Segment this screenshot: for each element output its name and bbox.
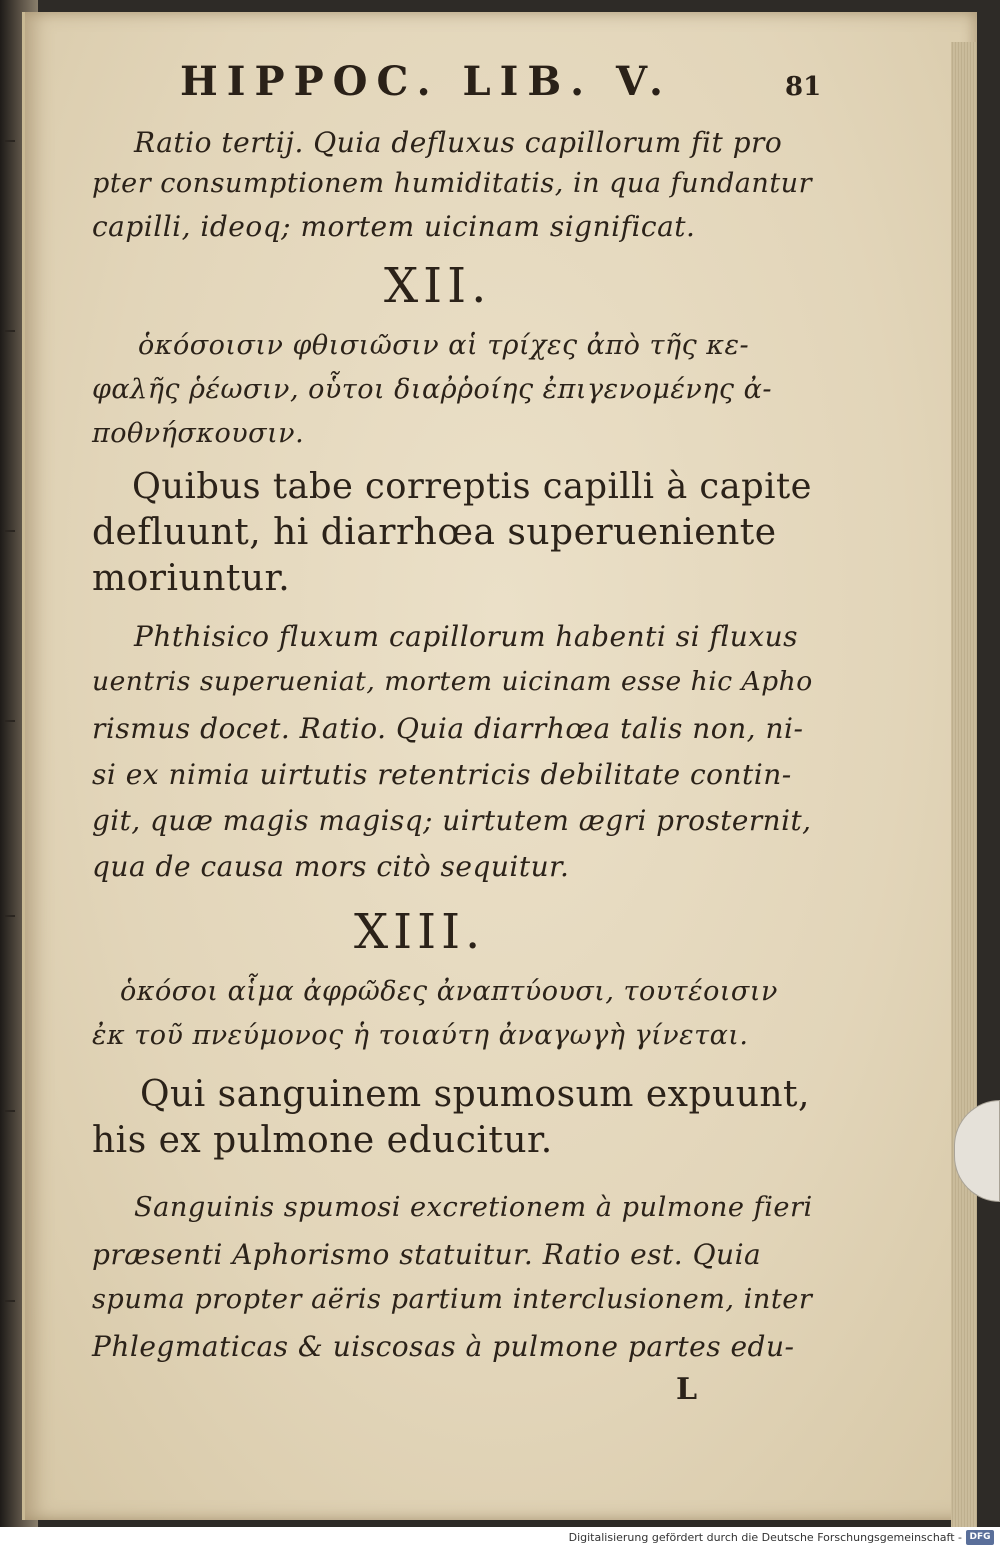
commentary-line: spuma propter aëris partium interclusionem, inter xyxy=(92,1284,813,1315)
aphorism-number: XII. xyxy=(384,258,492,314)
greek-line: ἐκ τοῦ πνεύμονος ἡ τοιαύτη ἀναγωγὴ γίνεται. xyxy=(92,1020,749,1051)
commentary-line: pter consumptionem humiditatis, in qua fundantur xyxy=(92,168,813,199)
binding-mark xyxy=(5,1300,15,1302)
greek-line: ποθνήσκουσιν. xyxy=(92,418,305,449)
commentary-line: si ex nimia uirtutis retentricis debilitate contin- xyxy=(92,758,792,791)
commentary-line: præsenti Aphorismo statuitur. Ratio est. Quia xyxy=(92,1238,762,1271)
folio-number: 81 xyxy=(785,72,822,102)
binding-mark xyxy=(5,330,15,332)
dfg-logo: DFG xyxy=(966,1530,994,1545)
binding-mark xyxy=(5,915,15,917)
aphorism-line: Quibus tabe correptis capilli à capite xyxy=(132,466,812,507)
commentary-line: Ratio tertij. Quia defluxus capillorum fit pro xyxy=(134,126,783,159)
aphorism-line: moriuntur. xyxy=(92,558,291,599)
commentary-line: rismus docet. Ratio. Quia diarrhœa talis non, ni- xyxy=(92,712,804,745)
commentary-line: Phthisico fluxum capillorum habenti si fluxus xyxy=(134,620,799,653)
binding-mark xyxy=(5,1110,15,1112)
running-head: HIPPOC. LIB. V. xyxy=(180,58,672,105)
aphorism-line: Qui sanguinem spumosum expuunt, xyxy=(140,1074,810,1115)
signature-mark: L xyxy=(676,1372,698,1407)
greek-line: ὁκόσοι αἷμα ἀφρῶδες ἀναπτύουσι, τουτέοισιν xyxy=(120,976,778,1007)
commentary-line: Phlegmaticas & uiscosas à pulmone partes edu- xyxy=(92,1330,795,1363)
aphorism-number: XIII. xyxy=(354,904,486,960)
funding-credit: Digitalisierung gefördert durch die Deutsche Forschungsgemeinschaft - xyxy=(568,1531,962,1544)
aphorism-line: his ex pulmone educitur. xyxy=(92,1120,553,1161)
commentary-line: git, quæ magis magisq; uirtutem ægri prosternit, xyxy=(92,804,812,837)
greek-line: ὁκόσοισιν φθισιῶσιν αἱ τρίχες ἀπὸ τῆς κε- xyxy=(138,330,750,361)
binding-mark xyxy=(5,140,15,142)
commentary-line: uentris superueniat, mortem uicinam esse hic Apho xyxy=(92,666,813,697)
binding-mark xyxy=(5,530,15,532)
binding-mark xyxy=(5,720,15,722)
page-edges xyxy=(951,42,977,1532)
commentary-line: qua de causa mors citò sequitur. xyxy=(92,850,570,883)
greek-line: φαλῆς ῥέωσιν, οὗτοι διαῤῥοίης ἐπιγενομένης ἀ- xyxy=(92,374,772,405)
footer-bar xyxy=(0,1527,1000,1549)
commentary-line: Sanguinis spumosi excretionem à pulmone fieri xyxy=(134,1192,813,1223)
commentary-line: capilli, ideoq; mortem uicinam significat. xyxy=(92,210,696,243)
aphorism-line: defluunt, hi diarrhœa superueniente xyxy=(92,512,777,553)
